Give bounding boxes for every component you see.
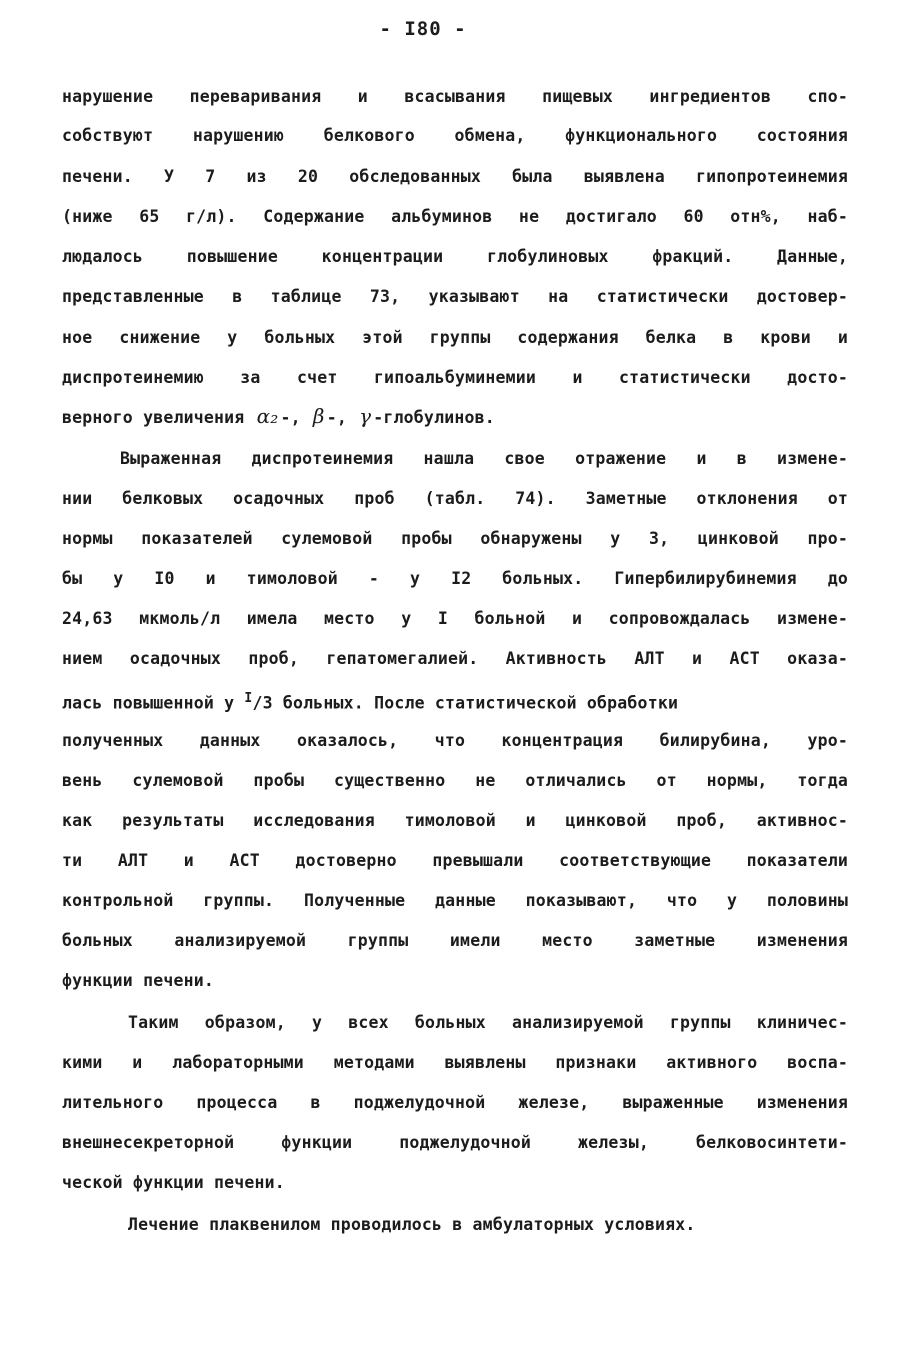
fraction-denominator: /3 bbox=[252, 693, 273, 713]
text-fragment: больных. После статистической обработки bbox=[282, 693, 679, 713]
text-line: нормы показателей сулемовой пробы обнаружены у 3, цинковой про- bbox=[62, 529, 848, 548]
text-line: 24,63 мкмоль/л имела место у I больной и сопровождалась измене- bbox=[62, 609, 848, 628]
text-line: бы у I0 и тимоловой - у I2 больных. Гипербилирубинемия до bbox=[62, 569, 848, 588]
text-fragment: лась повышенной у bbox=[62, 693, 235, 713]
text-line: печени. У 7 из 20 обследованных была выявлена гипопротеинемия bbox=[62, 167, 848, 186]
text-fragment: -глобулинов. bbox=[373, 408, 495, 427]
text-line: полученных данных оказалось, что концентрация билирубина, уро- bbox=[62, 731, 848, 750]
text-fragment: -, bbox=[280, 408, 301, 427]
text-line: диспротеинемию за счет гипоальбуминемии и статистически досто- bbox=[62, 368, 848, 387]
text-line: нарушение переваривания и всасывания пищевых ингредиентов спо- bbox=[62, 87, 848, 106]
text-fragment: -, bbox=[326, 408, 347, 427]
text-line: больных анализируемой группы имели место заметные изменения bbox=[62, 931, 848, 950]
text-line: кими и лабораторными методами выявлены признаки активного воспа- bbox=[62, 1053, 848, 1072]
gamma-symbol: γ bbox=[359, 404, 372, 428]
fraction-numerator: I bbox=[244, 691, 253, 706]
text-line: функции печени. bbox=[62, 971, 215, 990]
text-line: Таким образом, у всех больных анализируемой группы клиничес- bbox=[128, 1013, 848, 1032]
text-line: вень сулемовой пробы существенно не отличались от нормы, тогда bbox=[62, 771, 848, 790]
text-line: нием осадочных проб, гепатомегалией. Активность АЛТ и АСТ оказа- bbox=[62, 649, 848, 668]
text-line: людалось повышение концентрации глобулиновых фракций. Данные, bbox=[62, 247, 848, 266]
text-line: представленные в таблице 73, указывают на статистически достовер- bbox=[62, 287, 848, 306]
text-line: внешнесекреторной функции поджелудочной железы, белковосинтети- bbox=[62, 1133, 848, 1152]
text-line: ти АЛТ и АСТ достоверно превышали соответствующие показатели bbox=[62, 851, 848, 870]
beta-symbol: β bbox=[312, 404, 325, 428]
text-line: ное снижение у больных этой группы содержания белка в крови и bbox=[62, 328, 848, 347]
text-line: (ниже 65 г/л). Содержание альбуминов не достигало 60 отн%, наб- bbox=[62, 207, 848, 226]
text-line: ческой функции печени. bbox=[62, 1173, 285, 1192]
text-line: лительного процесса в поджелудочной железе, выраженные изменения bbox=[62, 1093, 848, 1112]
text-line: Лечение плаквенилом проводилось в амбулаторных условиях. bbox=[128, 1215, 696, 1234]
text-line: как результаты исследования тимоловой и цинковой проб, активнос- bbox=[62, 811, 848, 830]
text-line: контрольной группы. Полученные данные показывают, что у половины bbox=[62, 891, 848, 910]
text-fragment: верного увеличения bbox=[62, 408, 245, 427]
text-line: нии белковых осадочных проб (табл. 74). Заметные отклонения от bbox=[62, 489, 848, 508]
text-line: Выраженная диспротеинемия нашла свое отражение и в измене- bbox=[120, 449, 848, 468]
page-number: - I80 - bbox=[379, 18, 467, 40]
text-line-fraction bbox=[62, 688, 848, 715]
text-line: собствуют нарушению белкового обмена, функционального состояния bbox=[62, 126, 848, 145]
text-line-greek bbox=[62, 405, 848, 429]
alpha-symbol: α₂ bbox=[256, 404, 279, 428]
